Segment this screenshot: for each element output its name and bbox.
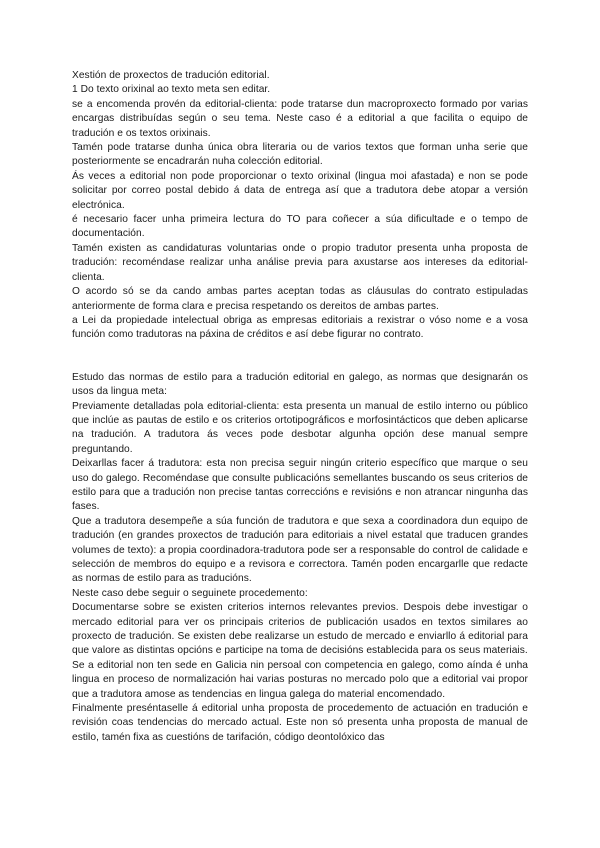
paragraph: Que a tradutora desempeñe a súa función de tradutora e que sexa a coordinadora dun equipo de tradución (en grandes proxectos de tradución para editoriais a nivel estatal que traducen grandes volumes de texto): a propia coordinadora-tradutora pode ser a responsable do control de calidade e selección de membros do equipo e a revisora e correctora. Tamén poden encargarlle que redacte as normas de estilo para as traducións. (72, 515, 528, 585)
paragraph: Deixarllas facer á tradutora: esta non precisa seguir ningún criterio específico que marque o seu uso do galego. Recoméndase que consulte publicacións semellantes buscando os seus criterios de estilo para que a tradución non precise tantas correccións e revisións e non atrancar ningunha das fases. (72, 458, 528, 513)
paragraph: Finalmente preséntaselle á editorial unha proposta de procedemento de actuación en tradución e revisión coas tendencias do mercado actual. Este non só presenta unha proposta de manual de estilo, tamén fixa as cuestións de tarifación, código deontolóxico das (72, 703, 528, 743)
paragraph: Documentarse sobre se existen criterios internos relevantes previos. Despois debe investigar o mercado editorial para ver os principais criterios de publicación usados en textos similares ao proxecto de tradución. Se existen debe realizarse un estudo de mercado e enviarllo á editorial para que valore as distintas opcións e participe na toma de decisións establecida para os seus materiais. (72, 602, 528, 657)
paragraph: Tamén existen as candidaturas voluntarias onde o propio tradutor presenta unha proposta de tradución: recoméndase realizar unha análise previa para axustarse aos intereses da editorial-clienta. (72, 242, 528, 283)
document-body (72, 69, 528, 745)
paragraph: O acordo só se da cando ambas partes aceptan todas as cláusulas do contrato estipuladas anteriormente de forma clara e precisa respetando os dereitos de ambas partes. (72, 286, 528, 312)
paragraph: Ás veces a editorial non pode proporcionar o texto orixinal (lingua moi afastada) e non se pode solicitar por correo postal debido á data de entrega así que a tradutora debe atopar a versión electrónica. (72, 170, 528, 211)
paragraph: Tamén pode tratarse dunha única obra literaria ou de varios textos que forman unha serie que posteriormente se encadrarán nuha colección editorial. (72, 142, 528, 168)
paragraph: Neste caso debe seguir o seguinete procedemento: (72, 587, 308, 599)
section-heading: 1 Do texto orixinal ao texto meta sen editar. (72, 84, 271, 96)
paragraph: a Lei da propiedade intelectual obriga as empresas editoriais a rexistrar o vóso nome e a vosa función como tradutoras na páxina de créditos e así debe figurar no contrato. (72, 314, 528, 341)
document-title: Xestión de proxectos de tradución editorial. (72, 70, 270, 81)
paragraph: se a encomenda provén da editorial-clienta: pode tratarse dun macroproxecto formado por varias encargas distribuídas según o seu tema. Neste caso é a editorial a que facilita o equipo de tradución e os textos orixinais. (72, 98, 528, 139)
paragraph: Estudo das normas de estilo para a tradución editorial en galego, as normas que designarán os usos da lingua meta: (72, 371, 528, 398)
paragraph: Previamente detalladas pola editorial-clienta: esta presenta un manual de estilo interno ou público que inclúe as pautas de estilo e os criterios ortotipográficos e morfosintácticos que deben aplicarse na tradución. A tradutora ás veces pode desbotar algunha opción dese manual sempre preguntando. (72, 400, 528, 455)
paragraph: Se a editorial non ten sede en Galicia nin persoal con competencia en galego, como aínda é unha lingua en proceso de normalización hai varias posturas no mercado polo que a editorial vai propor que a tradutora amose as tendencias en lingua galega do material encomendado. (72, 659, 528, 700)
paragraph: é necesario facer unha primeira lectura do TO para coñecer a súa dificultade e o tempo de documentación. (72, 214, 528, 240)
